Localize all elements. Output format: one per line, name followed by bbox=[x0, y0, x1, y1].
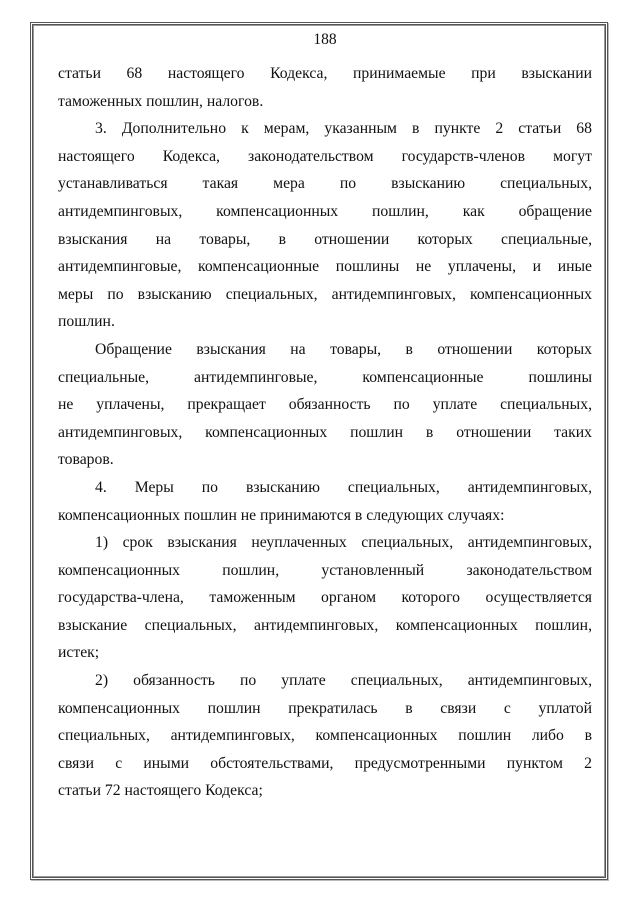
text-line: устанавливаться такая мера по взысканию специальных, bbox=[58, 175, 592, 193]
text-line: Обращение взыскания на товары, в отношении которых bbox=[95, 340, 592, 358]
text-line: 4. Меры по взысканию специальных, антидемпинговых, bbox=[95, 478, 592, 496]
text-line: компенсационных пошлин не принимаются в следующих случаях: bbox=[58, 506, 505, 524]
paragraph-1 bbox=[58, 115, 592, 336]
text-line: настоящего Кодекса, законодательством государств-членов могут bbox=[58, 147, 592, 165]
text-line: 2) обязанность по уплате специальных, антидемпинговых, bbox=[95, 672, 592, 690]
text-line: антидемпинговых, компенсационных пошлин, как обращение bbox=[58, 202, 592, 220]
text-line: антидемпинговых, компенсационных пошлин в отношении таких bbox=[58, 423, 592, 441]
text-line: статьи 72 настоящего Кодекса; bbox=[58, 782, 263, 800]
text-line: не уплачены, прекращает обязанность по уплате специальных, bbox=[58, 396, 592, 414]
paragraph-2 bbox=[58, 336, 592, 474]
text-line: истек; bbox=[58, 644, 100, 662]
paragraph-4 bbox=[58, 529, 592, 667]
text-line: товаров. bbox=[58, 451, 114, 469]
text-line: 3. Дополнительно к мерам, указанным в пункте 2 статьи 68 bbox=[95, 120, 592, 138]
text-line: взыскание специальных, антидемпинговых, компенсационных пошлин, bbox=[58, 616, 592, 634]
text-line: специальные, антидемпинговые, компенсационные пошлины bbox=[58, 368, 592, 386]
document-page bbox=[58, 30, 592, 805]
text-line: таможенных пошлин, налогов. bbox=[58, 92, 264, 110]
text-line: антидемпинговые, компенсационные пошлины не уплачены, и иные bbox=[58, 258, 592, 276]
paragraph-5 bbox=[58, 667, 592, 805]
text-line: пошлин. bbox=[58, 313, 115, 331]
text-line: 1) срок взыскания неуплаченных специальных, антидемпинговых, bbox=[95, 534, 592, 552]
text-line: государства-члена, таможенным органом которого осуществляется bbox=[58, 589, 592, 607]
paragraph-3 bbox=[58, 474, 592, 529]
text-line: меры по взысканию специальных, антидемпинговых, компенсационных bbox=[58, 285, 592, 303]
paragraph-0 bbox=[58, 60, 592, 115]
text-line: компенсационных пошлин прекратилась в связи с уплатой bbox=[58, 699, 592, 717]
text-line: взыскания на товары, в отношении которых специальные, bbox=[58, 230, 592, 248]
text-line: связи с иными обстоятельствами, предусмотренными пунктом 2 bbox=[58, 754, 592, 772]
text-line: компенсационных пошлин, установленный законодательством bbox=[58, 561, 592, 579]
text-line: статьи 68 настоящего Кодекса, принимаемые при взыскании bbox=[58, 65, 592, 82]
text-line: специальных, антидемпинговых, компенсационных пошлин либо в bbox=[58, 727, 592, 745]
page-number: 188 bbox=[313, 31, 337, 48]
